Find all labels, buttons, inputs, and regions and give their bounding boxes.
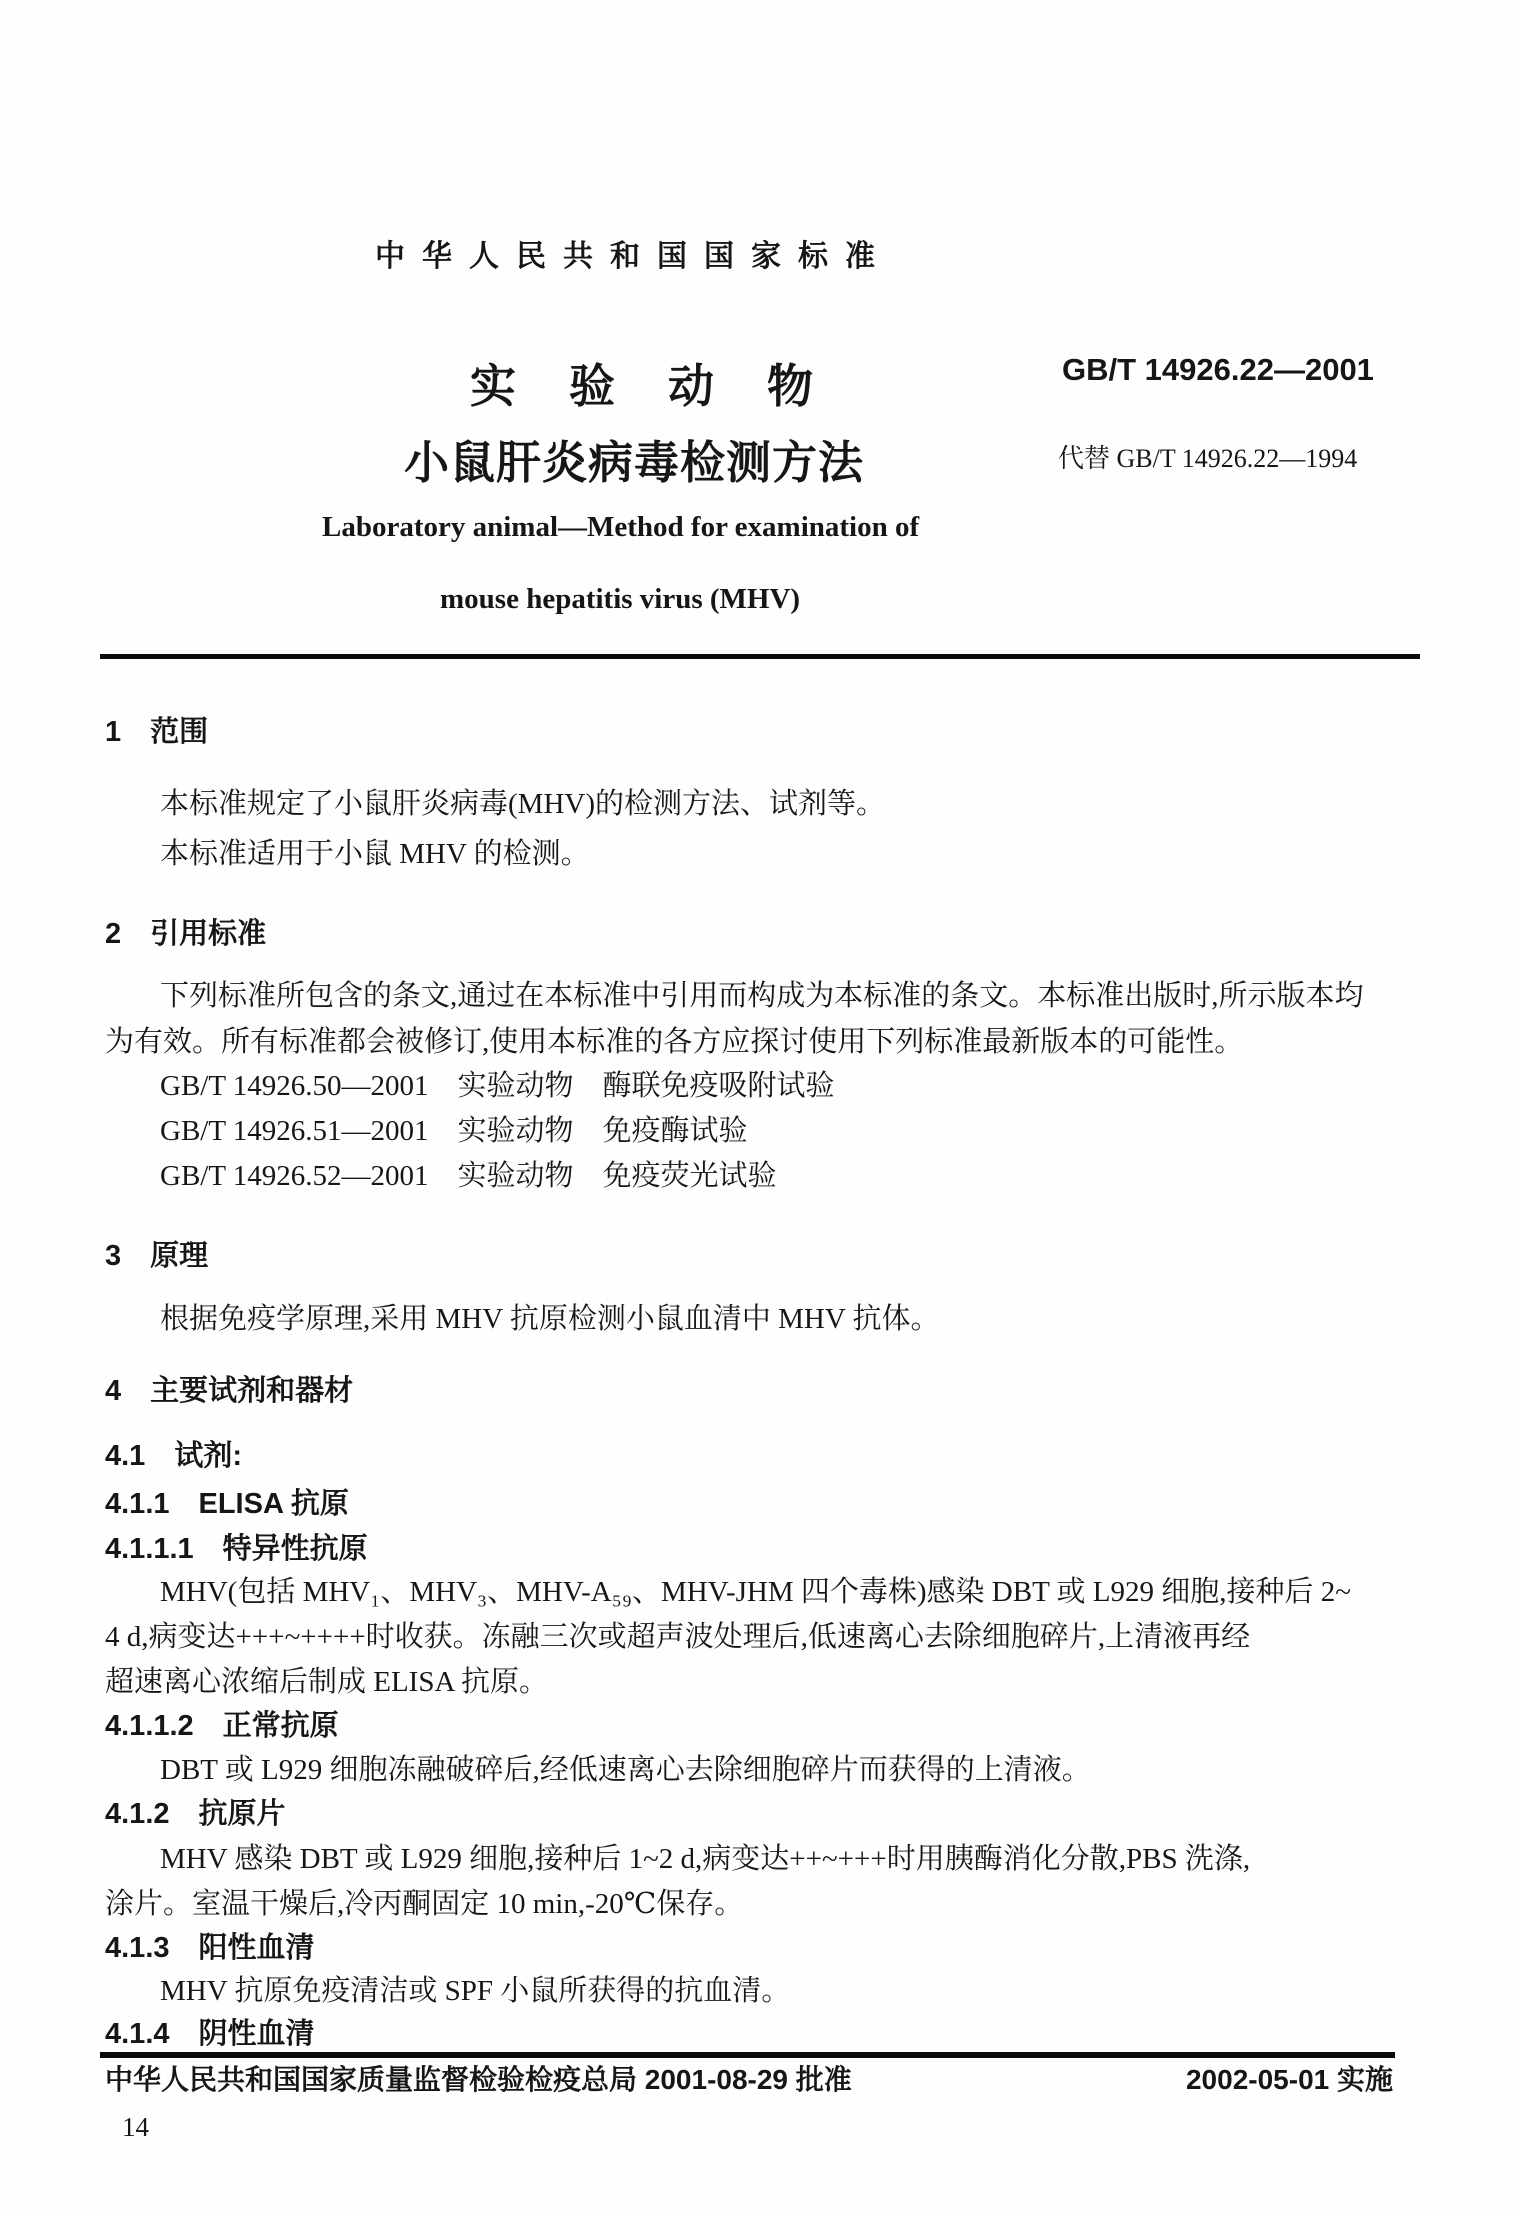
national-standard-label: 中华人民共和国国家标准 [375, 240, 892, 273]
section-2-heading: 2 引用标准 [105, 918, 267, 950]
doc-title-cn-line1: 实验动物 [470, 360, 866, 412]
section-3-paragraph-1: 根据免疫学原理,采用 MHV 抗原检测小鼠血清中 MHV 抗体。 [160, 1303, 940, 1335]
section-2-paragraph-line1: 下列标准所包含的条文,通过在本标准中引用而构成为本标准的条文。本标准出版时,所示版本均 [160, 980, 1364, 1012]
clause-4-1-1-1-line3: 超速离心浓缩后制成 ELISA 抗原。 [105, 1666, 549, 1698]
section-1-paragraph-2: 本标准适用于小鼠 MHV 的检测。 [160, 838, 590, 870]
section-4-heading: 4 主要试剂和器材 [105, 1375, 354, 1407]
section-1-heading: 1 范围 [105, 716, 209, 748]
footer-rule [100, 2052, 1395, 2058]
clause-4-1-1-1-line2: 4 d,病变达+++~++++时收获。冻融三次或超声波处理后,低速离心去除细胞碎片,上清液再经 [105, 1621, 1251, 1653]
clause-4-1-heading: 4.1 试剂: [105, 1440, 242, 1472]
clause-4-1-3-paragraph: MHV 抗原免疫清洁或 SPF 小鼠所获得的抗血清。 [160, 1975, 791, 2007]
referenced-standard-2: GB/T 14926.51—2001 实验动物 免疫酶试验 [160, 1115, 748, 1147]
page-number: 14 [122, 2112, 149, 2142]
clause-4-1-1-2-paragraph: DBT 或 L929 细胞冻融破碎后,经低速离心去除细胞碎片而获得的上清液。 [160, 1754, 1091, 1786]
referenced-standard-1: GB/T 14926.50—2001 实验动物 酶联免疫吸附试验 [160, 1070, 835, 1102]
clause-4-1-1-1-heading: 4.1.1.1 特异性抗原 [105, 1533, 368, 1565]
standard-code: GB/T 14926.22—2001 [1062, 352, 1374, 387]
clause-4-1-1-1-line1: MHV(包括 MHV₁、MHV₃、MHV-A₅₉、MHV-JHM 四个毒株)感染 DBT 或 L929 细胞,接种后 2~ [160, 1576, 1351, 1608]
replaces-note: 代替 GB/T 14926.22—1994 [1058, 444, 1358, 473]
clause-4-1-2-line2: 涂片。室温干燥后,冷丙酮固定 10 min,-20℃保存。 [105, 1888, 744, 1920]
footer-implementation-date: 2002-05-01 实施 [1185, 2064, 1393, 2095]
footer-approval-text: 中华人民共和国国家质量监督检验检疫总局 2001-08-29 批准 [105, 2064, 852, 2095]
clause-4-1-3-heading: 4.1.3 阳性血清 [105, 1932, 315, 1964]
header-rule [100, 654, 1420, 659]
section-3-heading: 3 原理 [105, 1240, 209, 1272]
doc-title-cn-line2: 小鼠肝炎病毒检测方法 [404, 437, 865, 488]
doc-title-en-line1: Laboratory animal—Method for examination of [322, 511, 920, 543]
doc-title-en-line2: mouse hepatitis virus (MHV) [440, 583, 801, 615]
clause-4-1-2-heading: 4.1.2 抗原片 [105, 1798, 286, 1830]
clause-4-1-1-heading: 4.1.1 ELISA 抗原 [105, 1488, 349, 1520]
clause-4-1-4-heading: 4.1.4 阴性血清 [105, 2018, 315, 2050]
clause-4-1-1-2-heading: 4.1.1.2 正常抗原 [105, 1710, 339, 1742]
clause-4-1-2-line1: MHV 感染 DBT 或 L929 细胞,接种后 1~2 d,病变达++~+++时用胰酶消化分散,PBS 洗涤, [160, 1843, 1251, 1875]
section-1-paragraph-1: 本标准规定了小鼠肝炎病毒(MHV)的检测方法、试剂等。 [160, 788, 885, 820]
section-2-paragraph-line2: 为有效。所有标准都会被修订,使用本标准的各方应探讨使用下列标准最新版本的可能性。 [105, 1026, 1244, 1058]
referenced-standard-3: GB/T 14926.52—2001 实验动物 免疫荧光试验 [160, 1160, 777, 1192]
